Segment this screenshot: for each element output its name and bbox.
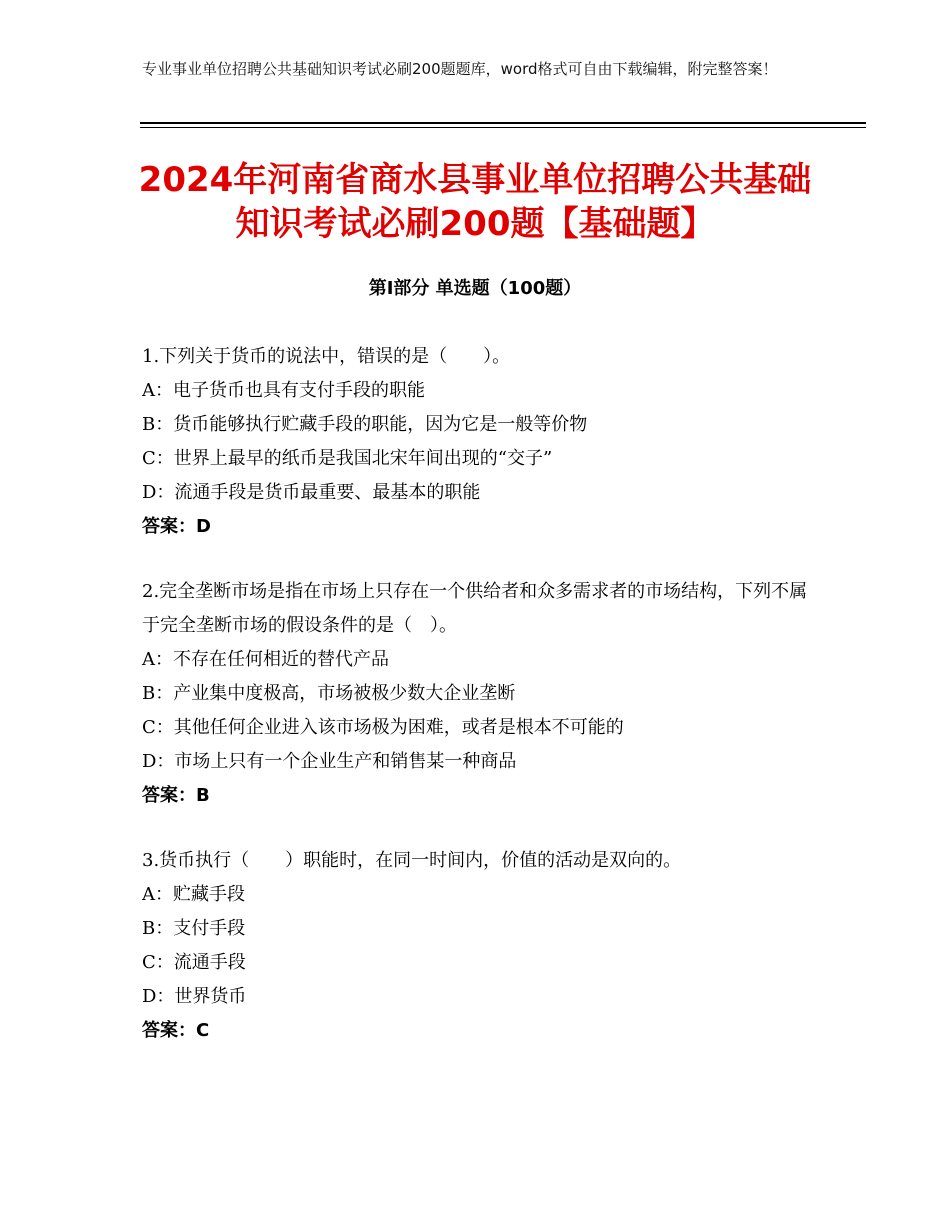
option-d: D：流通手段是货币最重要、最基本的职能 xyxy=(142,482,481,503)
document-title-line-1: 2024年河南省商水县事业单位招聘公共基础 xyxy=(138,160,812,200)
question-1 xyxy=(142,340,822,544)
header-note: 专业事业单位招聘公共基础知识考试必刷200题题库，word格式可自由下载编辑，附完整答案！ xyxy=(142,60,778,78)
question-3 xyxy=(142,844,822,1048)
option-a: A：电子货币也具有支付手段的职能 xyxy=(142,380,425,401)
question-stem: 3.货币执行（ ）职能时，在同一时间内，价值的活动是双向的。 xyxy=(142,850,682,871)
answer: 答案：C xyxy=(142,1020,210,1041)
question-stem: 1.下列关于货币的说法中，错误的是（ ）。 xyxy=(142,346,511,367)
question-stem: 2.完全垄断市场是指在市场上只存在一个供给者和众多需求者的市场结构，下列不属于完全垄断市场的假设条件的是（ ）。 xyxy=(142,581,808,636)
document-title xyxy=(130,158,820,246)
option-c: C：其他任何企业进入该市场极为困难，或者是根本不可能的 xyxy=(142,717,624,738)
option-d: D：世界货币 xyxy=(142,986,247,1007)
option-b: B：产业集中度极高，市场被极少数大企业垄断 xyxy=(142,683,516,704)
header-divider-thick xyxy=(140,122,866,124)
option-d: D：市场上只有一个企业生产和销售某一种商品 xyxy=(142,751,517,772)
question-list xyxy=(142,340,822,1079)
option-c: C：流通手段 xyxy=(142,952,246,973)
answer: 答案：D xyxy=(142,516,211,537)
header-divider-thin xyxy=(140,127,866,128)
question-2 xyxy=(142,575,822,813)
option-a: A：不存在任何相近的替代产品 xyxy=(142,649,389,670)
answer: 答案：B xyxy=(142,785,210,806)
option-b: B：货币能够执行贮藏手段的职能，因为它是一般等价物 xyxy=(142,414,588,435)
section-heading: 第Ⅰ部分 单选题（100题） xyxy=(368,278,582,299)
option-a: A：贮藏手段 xyxy=(142,884,245,905)
option-b: B：支付手段 xyxy=(142,918,246,939)
document-title-line-2: 知识考试必刷200题【基础题】 xyxy=(235,204,715,244)
option-c: C：世界上最早的纸币是我国北宋年间出现的“交子” xyxy=(142,448,553,469)
